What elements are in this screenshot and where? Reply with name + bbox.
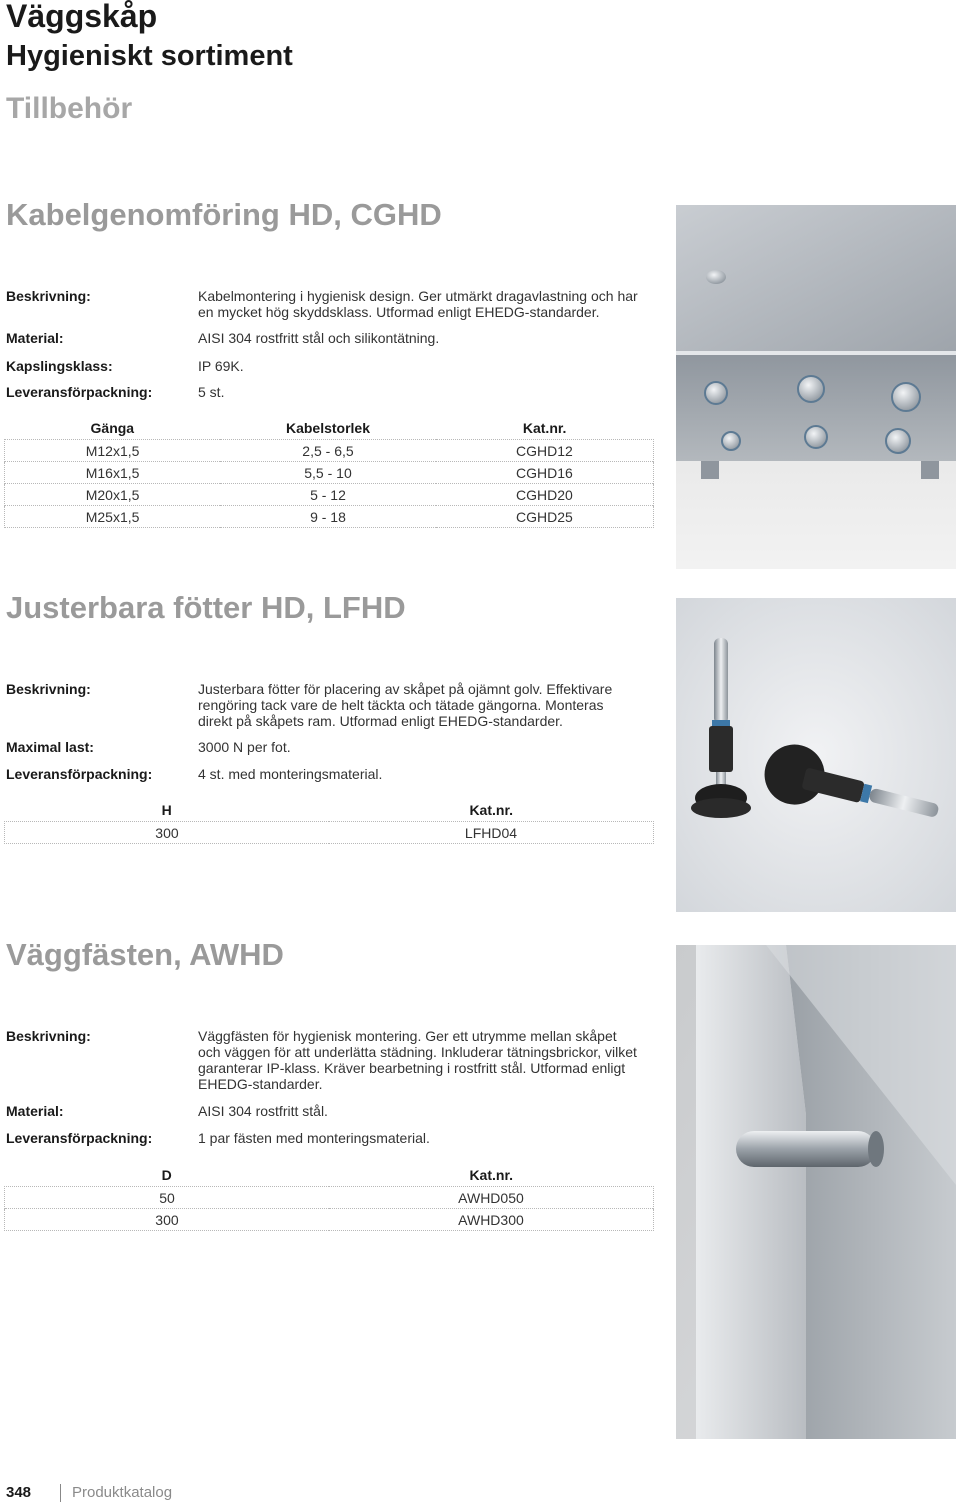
property-label: Leveransförpackning: — [6, 766, 153, 782]
table-header-row — [5, 799, 654, 822]
table-header-row — [5, 1164, 654, 1187]
property-label: Kapslingsklass: — [6, 358, 113, 374]
section-title-awhd: Väggfästen, AWHD — [6, 937, 284, 972]
column-header: Kat.nr. — [469, 1167, 514, 1183]
property-value: Justerbara fötter för placering av skåpet på ojämnt golv. Effektivare rengöring tack vare de helt täckta och tätade gängorna. Monteras direkt på skåpets ram. Utformad enligt EHEDG-standarder. — [198, 681, 613, 729]
column-header: D — [161, 1167, 172, 1183]
table-cell: 300 — [5, 1209, 329, 1231]
wall-bracket-photo — [676, 945, 956, 1439]
table-cell: 2,5 - 6,5 — [220, 440, 436, 462]
table-cell: 9 - 18 — [220, 506, 436, 528]
property-value: Kabelmontering i hygienisk design. Ger utmärkt dragavlastning och har en mycket hög skyddsklass. Utformad enligt EHEDG-standarder. — [198, 288, 638, 320]
table-row — [5, 822, 654, 844]
column-header: Kat.nr. — [522, 420, 567, 436]
page-title: Väggskåp — [6, 0, 158, 34]
table-row — [5, 462, 654, 484]
catalog-label: Produktkatalog — [72, 1484, 173, 1501]
property-label: Material: — [6, 1103, 64, 1119]
property-label: Beskrivning: — [6, 288, 91, 304]
table-cell: LFHD04 — [329, 822, 654, 844]
table-cell: CGHD25 — [436, 506, 654, 528]
property-value: IP 69K. — [198, 358, 244, 374]
table-row — [5, 440, 654, 462]
table-cell: CGHD16 — [436, 462, 654, 484]
column-header: H — [161, 802, 172, 818]
table-cell: AWHD050 — [329, 1187, 654, 1209]
cable-gland-photo — [676, 205, 956, 569]
table-cell: M12x1,5 — [5, 440, 221, 462]
spec-table-lfhd — [4, 799, 654, 844]
page-subtitle: Hygieniskt sortiment — [6, 40, 293, 72]
spec-table-cghd — [4, 417, 654, 528]
property-value: Väggfästen för hygienisk montering. Ger ett utrymme mellan skåpet och väggen för att underlätta städning. Inkluderar tätningsbrickor, vilket garanterar IP-klass. Kräver bearbetning i rostfritt stål. Utformad enligt EHEDG-standarder. — [198, 1028, 637, 1092]
page-category: Tillbehör — [6, 92, 133, 125]
table-cell: 300 — [5, 822, 329, 844]
table-row — [5, 1187, 654, 1209]
column-header: Kabelstorlek — [285, 420, 371, 436]
property-value: 1 par fästen med monteringsmaterial. — [198, 1130, 430, 1146]
table-cell: CGHD12 — [436, 440, 654, 462]
section-title-lfhd: Justerbara fötter HD, LFHD — [6, 590, 406, 625]
table-cell: 50 — [5, 1187, 329, 1209]
section-title-cghd: Kabelgenomföring HD, CGHD — [6, 197, 442, 232]
table-cell: 5 - 12 — [220, 484, 436, 506]
footer-divider — [60, 1484, 61, 1502]
table-cell: M16x1,5 — [5, 462, 221, 484]
table-row — [5, 1209, 654, 1231]
table-cell: 5,5 - 10 — [220, 462, 436, 484]
table-cell: M25x1,5 — [5, 506, 221, 528]
table-cell: CGHD20 — [436, 484, 654, 506]
spec-table-awhd — [4, 1164, 654, 1231]
property-label: Beskrivning: — [6, 1028, 91, 1044]
property-label: Material: — [6, 330, 64, 346]
property-value: 3000 N per fot. — [198, 739, 291, 755]
property-label: Leveransförpackning: — [6, 1130, 153, 1146]
adjustable-feet-photo — [676, 598, 956, 912]
column-header: Gänga — [90, 420, 135, 436]
property-value: AISI 304 rostfritt stål. — [198, 1103, 328, 1119]
property-label: Maximal last: — [6, 739, 94, 755]
property-value: AISI 304 rostfritt stål och silikontätning. — [198, 330, 440, 346]
table-cell: M20x1,5 — [5, 484, 221, 506]
property-value: 5 st. — [198, 384, 225, 400]
table-row — [5, 484, 654, 506]
table-cell: AWHD300 — [329, 1209, 654, 1231]
property-value: 4 st. med monteringsmaterial. — [198, 766, 383, 782]
table-header-row — [5, 417, 654, 440]
property-label: Beskrivning: — [6, 681, 91, 697]
table-row — [5, 506, 654, 528]
page-number: 348 — [6, 1484, 32, 1501]
property-label: Leveransförpackning: — [6, 384, 153, 400]
column-header: Kat.nr. — [469, 802, 514, 818]
